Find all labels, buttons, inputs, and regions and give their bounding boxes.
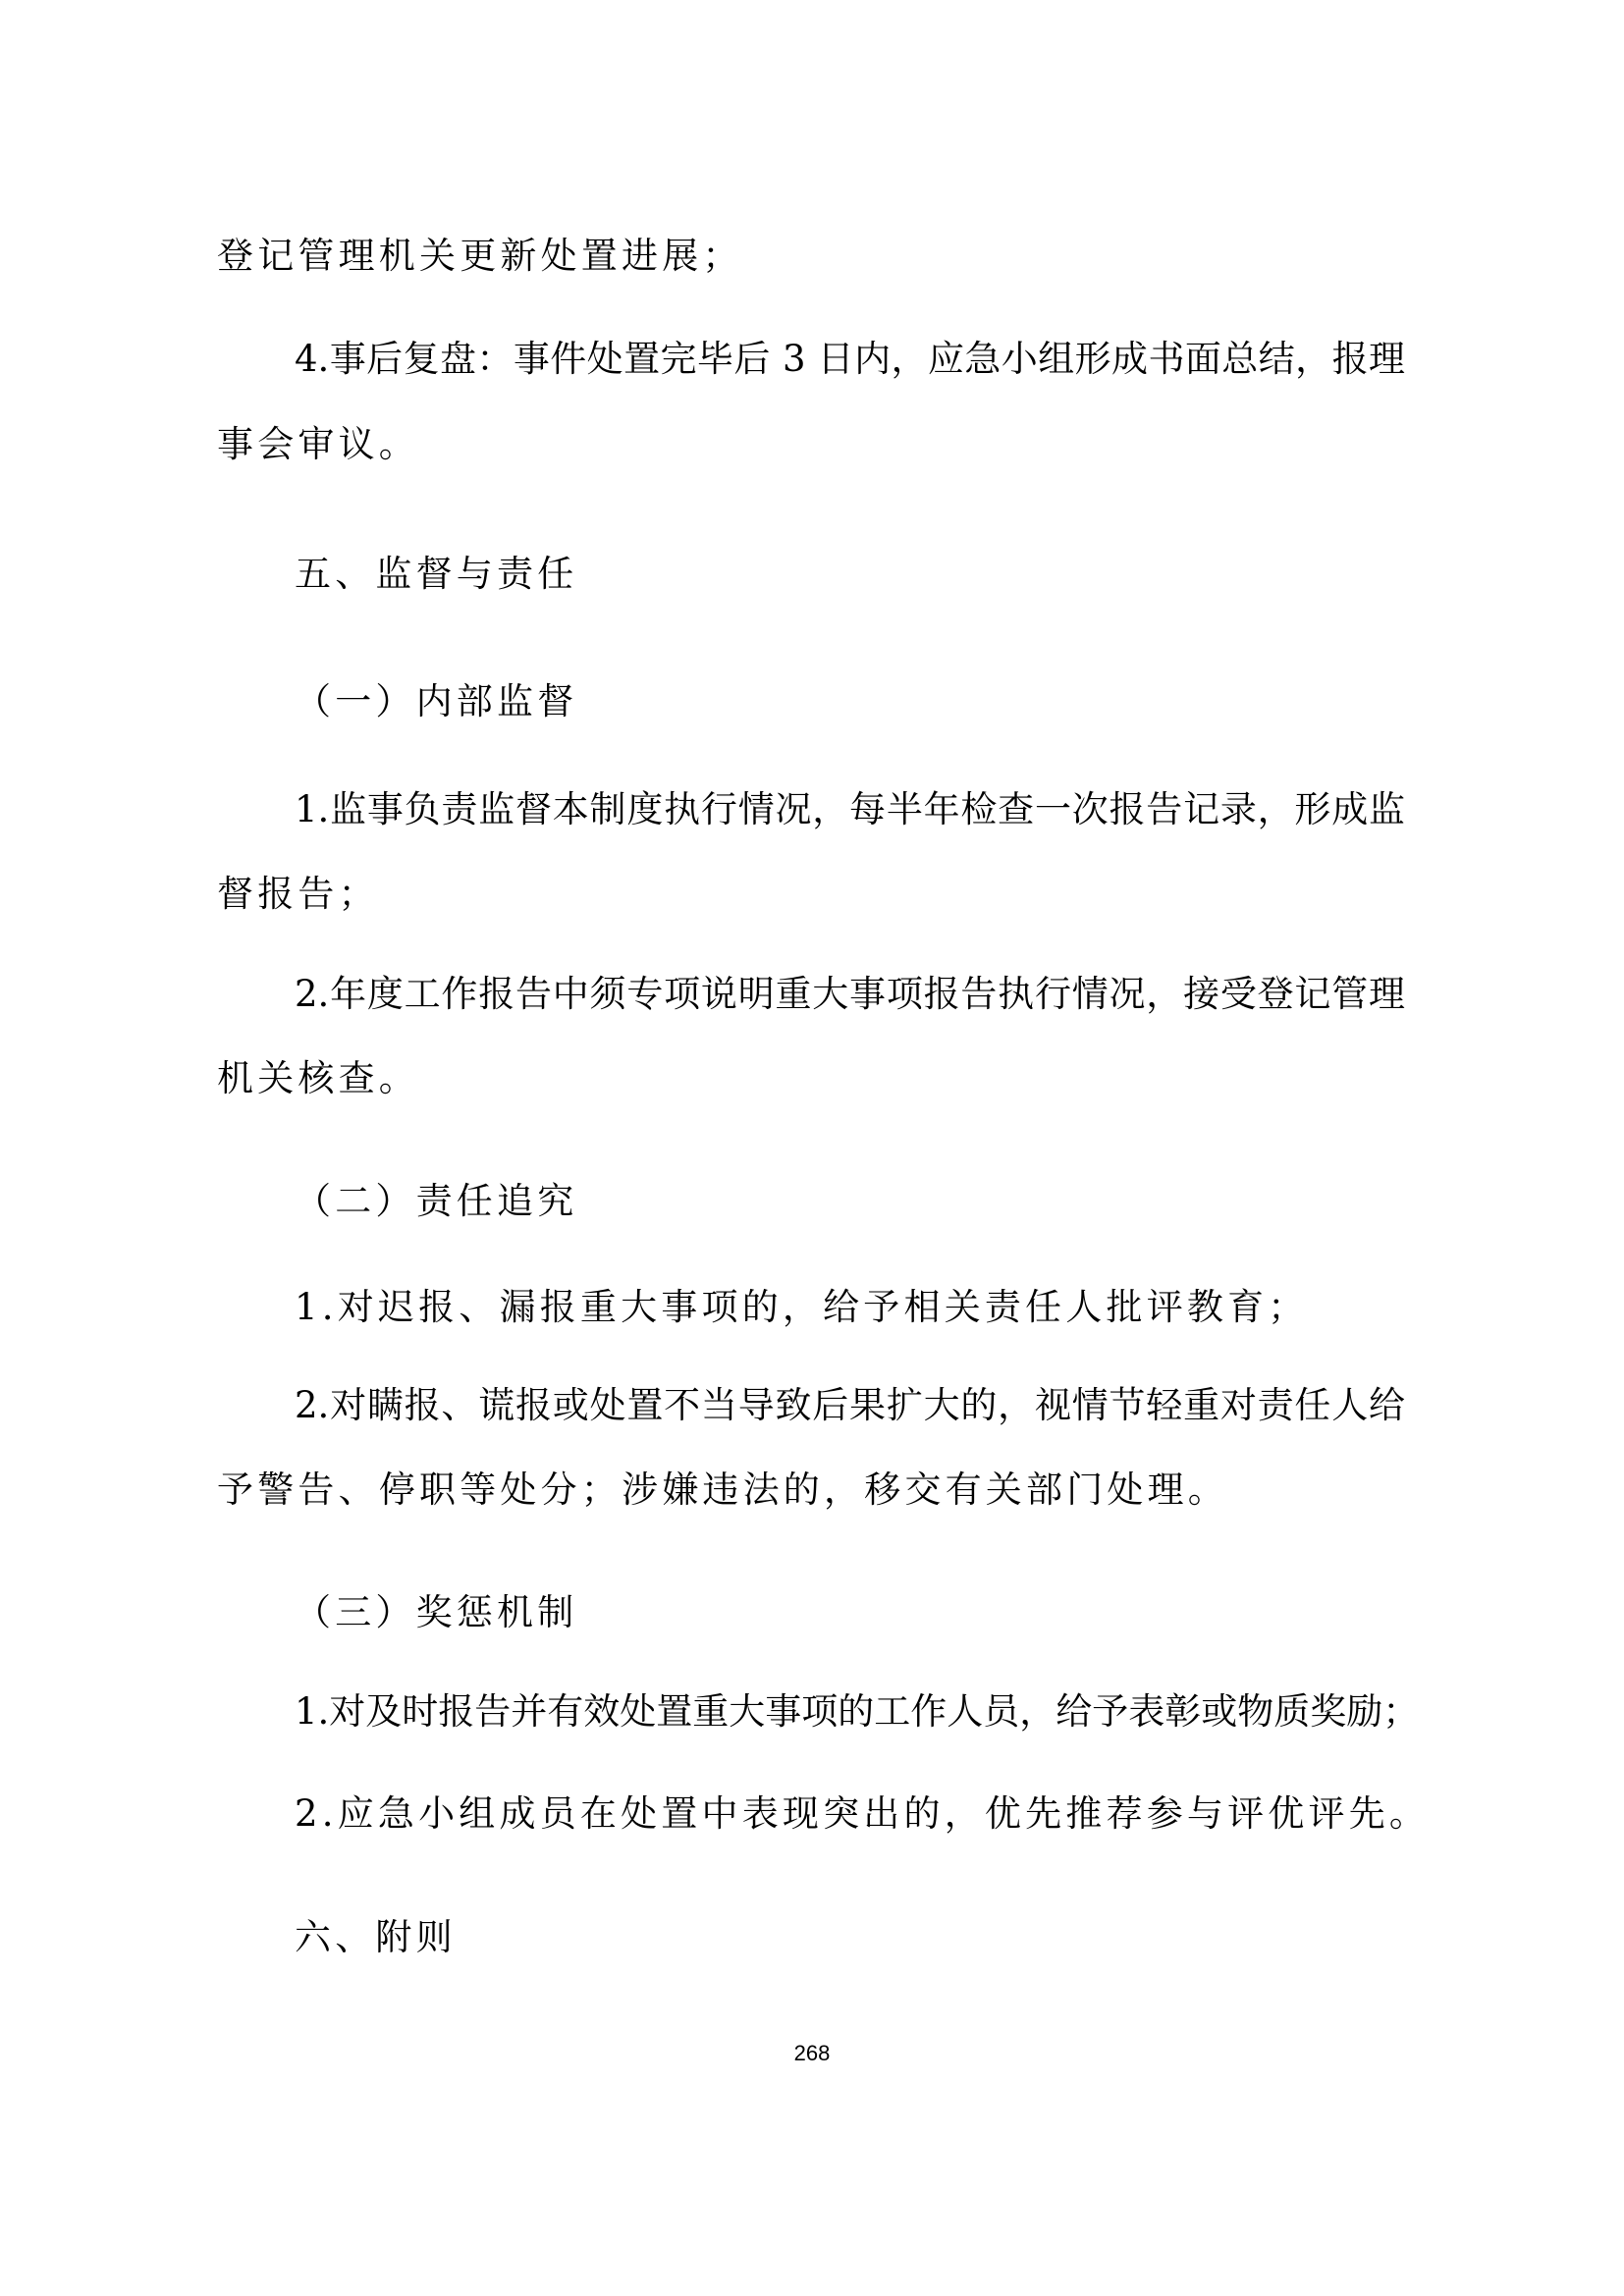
section-heading: 六、附则: [295, 1916, 457, 1958]
paragraph-line: 1.对迟报、漏报重大事项的，给予相关责任人批评教育；: [295, 1286, 1309, 1328]
paragraph-line: 事会审议。: [217, 423, 419, 465]
paragraph-line: 2.对瞒报、谎报或处置不当导致后果扩大的，视情节轻重对责任人给: [295, 1384, 1405, 1426]
paragraph-line: 2.年度工作报告中须专项说明重大事项报告执行情况，接受登记管理: [295, 973, 1405, 1015]
subsection-heading: （三）奖惩机制: [295, 1591, 578, 1633]
section-heading: 五、监督与责任: [295, 553, 578, 595]
page-number: 268: [793, 2041, 831, 2065]
paragraph-line: 督报告；: [217, 873, 379, 915]
subsection-heading: （一）内部监督: [295, 680, 578, 722]
subsection-heading: （二）责任追究: [295, 1180, 578, 1222]
paragraph-line: 登记管理机关更新处置进展；: [217, 235, 743, 277]
paragraph-line: 机关核查。: [217, 1057, 419, 1099]
paragraph-line: 1.对及时报告并有效处置重大事项的工作人员，给予表彰或物质奖励；: [295, 1690, 1420, 1733]
paragraph-line: 1.监事负责监督本制度执行情况，每半年检查一次报告记录，形成监: [295, 788, 1405, 830]
paragraph-line: 予警告、停职等处分；涉嫌违法的，移交有关部门处理。: [217, 1468, 1228, 1511]
paragraph-line: 2.应急小组成员在处置中表现突出的，优先推荐参与评优评先。: [295, 1792, 1431, 1835]
paragraph-line: 4.事后复盘：事件处置完毕后 3 日内，应急小组形成书面总结，报理: [295, 338, 1405, 380]
